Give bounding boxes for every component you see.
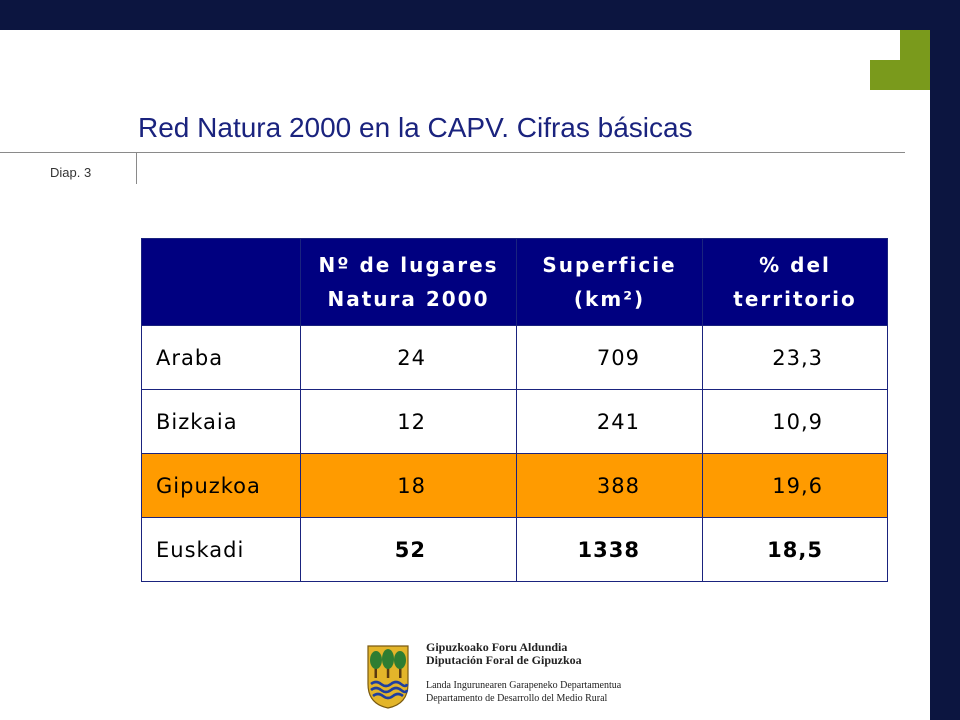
area-cell: 1338: [517, 518, 703, 582]
slide-number-divider: [136, 152, 137, 184]
table-row-total: [142, 518, 888, 582]
org-name-spanish: Diputación Foral de Gipuzkoa: [426, 653, 582, 667]
percent-cell: 19,6: [703, 454, 888, 518]
sites-cell: 52: [301, 518, 517, 582]
table-row-highlighted: [142, 454, 888, 518]
sites-cell: 12: [301, 390, 517, 454]
slide-number: Diap. 3: [50, 165, 92, 180]
dept-name-spanish: Departamento de Desarrollo del Medio Rural: [426, 693, 608, 704]
top-bar: [0, 0, 960, 30]
sites-cell: 18: [301, 454, 517, 518]
org-name-basque: Gipuzkoako Foru Aldundia: [426, 640, 568, 654]
percent-cell: 18,5: [703, 518, 888, 582]
gipuzkoa-shield-logo-icon: [366, 644, 410, 710]
header-percent: % del territorio: [703, 239, 888, 326]
region-cell: Bizkaia: [142, 390, 301, 454]
corner-decoration-cutout: [870, 30, 900, 60]
region-cell: Gipuzkoa: [142, 454, 301, 518]
slide-title: Red Natura 2000 en la CAPV. Cifras básicas: [138, 112, 693, 143]
percent-cell: 10,9: [703, 390, 888, 454]
header-area: Superficie (km²): [517, 239, 703, 326]
organization-block: [426, 641, 621, 705]
header-region: [142, 239, 301, 326]
natura-2000-table: [141, 238, 888, 582]
area-cell: 709: [517, 326, 703, 390]
table-row: [142, 326, 888, 390]
region-cell: Araba: [142, 326, 301, 390]
area-cell: 241: [517, 390, 703, 454]
sites-cell: 24: [301, 326, 517, 390]
area-cell: 388: [517, 454, 703, 518]
table-header-row: [142, 239, 888, 326]
region-cell: Euskadi: [142, 518, 301, 582]
header-sites: Nº de lugares Natura 2000: [301, 239, 517, 326]
dept-name-basque: Landa Ingurunearen Garapeneko Departamentua: [426, 680, 622, 691]
percent-cell: 23,3: [703, 326, 888, 390]
table-row: [142, 390, 888, 454]
right-bar: [930, 0, 960, 720]
